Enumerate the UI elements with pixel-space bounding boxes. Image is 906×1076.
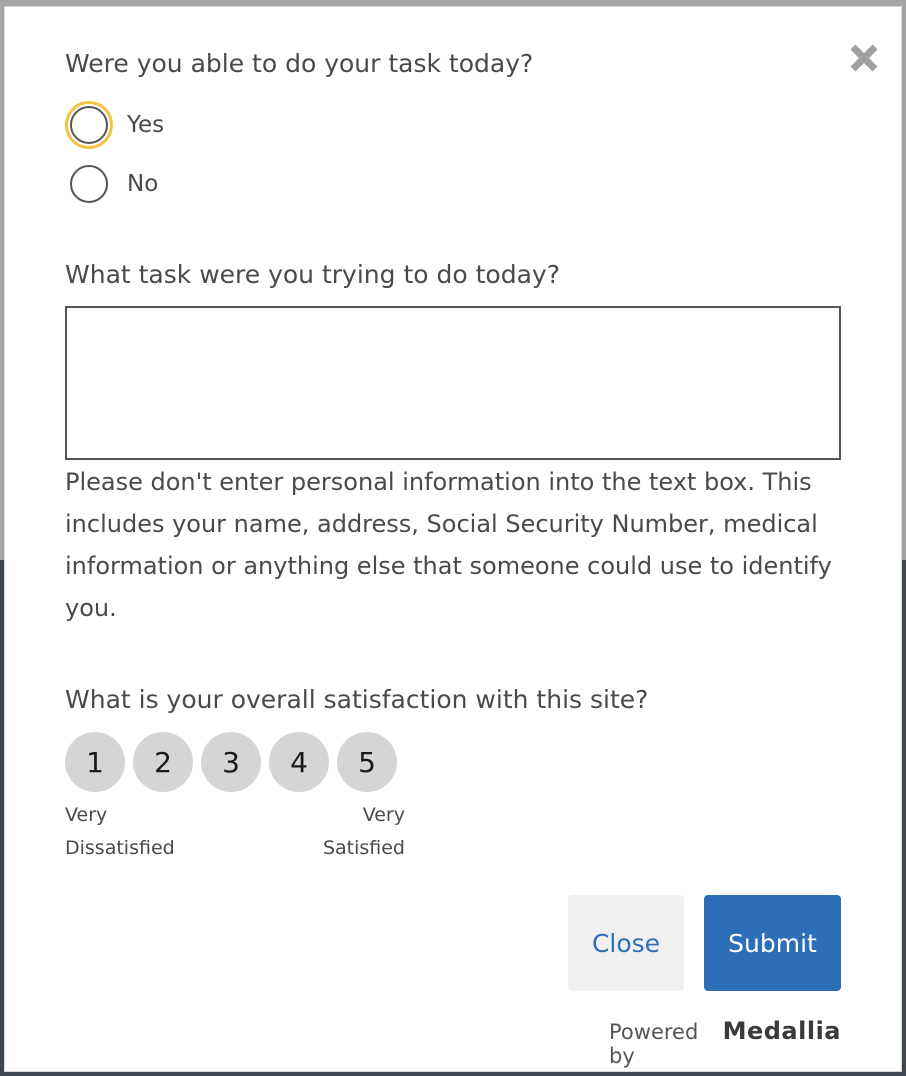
feedback-modal — [4, 6, 902, 1072]
powered-by-text: Powered by — [609, 1020, 699, 1068]
scale-low-line-2: Dissatisfied — [65, 837, 175, 859]
radio-label-no: No — [127, 171, 159, 197]
close-button[interactable]: Close — [568, 895, 684, 991]
privacy-disclaimer: Please don't enter personal information into the text box. This includes your name, address, Social Security Number, medical information or anything else that someone could use to identify you. — [65, 468, 832, 622]
question-task-description: What task were you trying to do today? — [65, 260, 560, 289]
scale-low-line-1: Very — [65, 804, 108, 826]
scale-high-line-1: Very — [362, 804, 405, 826]
satisfaction-rating-scale — [65, 732, 397, 792]
rating-button-2[interactable]: 2 — [133, 732, 193, 792]
question-satisfaction: What is your overall satisfaction with this site? — [65, 685, 649, 714]
rating-button-5[interactable]: 5 — [337, 732, 397, 792]
powered-by-footer — [609, 1017, 841, 1068]
submit-button[interactable]: Submit — [704, 895, 841, 991]
radio-focus-ring — [65, 101, 113, 149]
radio-option-no[interactable] — [65, 160, 158, 208]
radio-option-yes[interactable] — [65, 101, 164, 149]
rating-button-1[interactable]: 1 — [65, 732, 125, 792]
task-description-textarea[interactable] — [65, 306, 841, 460]
scale-high-line-2: Satisfied — [322, 837, 405, 859]
scale-label-high — [305, 799, 405, 865]
scale-label-low — [65, 799, 175, 865]
medallia-logo[interactable]: Medallia — [722, 1017, 841, 1045]
radio-button-yes[interactable] — [70, 106, 108, 144]
radio-button-no[interactable] — [70, 165, 108, 203]
radio-label-yes: Yes — [127, 112, 165, 138]
rating-button-4[interactable]: 4 — [269, 732, 329, 792]
question-task-completed: Were you able to do your task today? — [65, 49, 534, 78]
rating-button-3[interactable]: 3 — [201, 732, 261, 792]
close-x-icon[interactable] — [847, 41, 881, 75]
radio-ring-no — [65, 160, 113, 208]
